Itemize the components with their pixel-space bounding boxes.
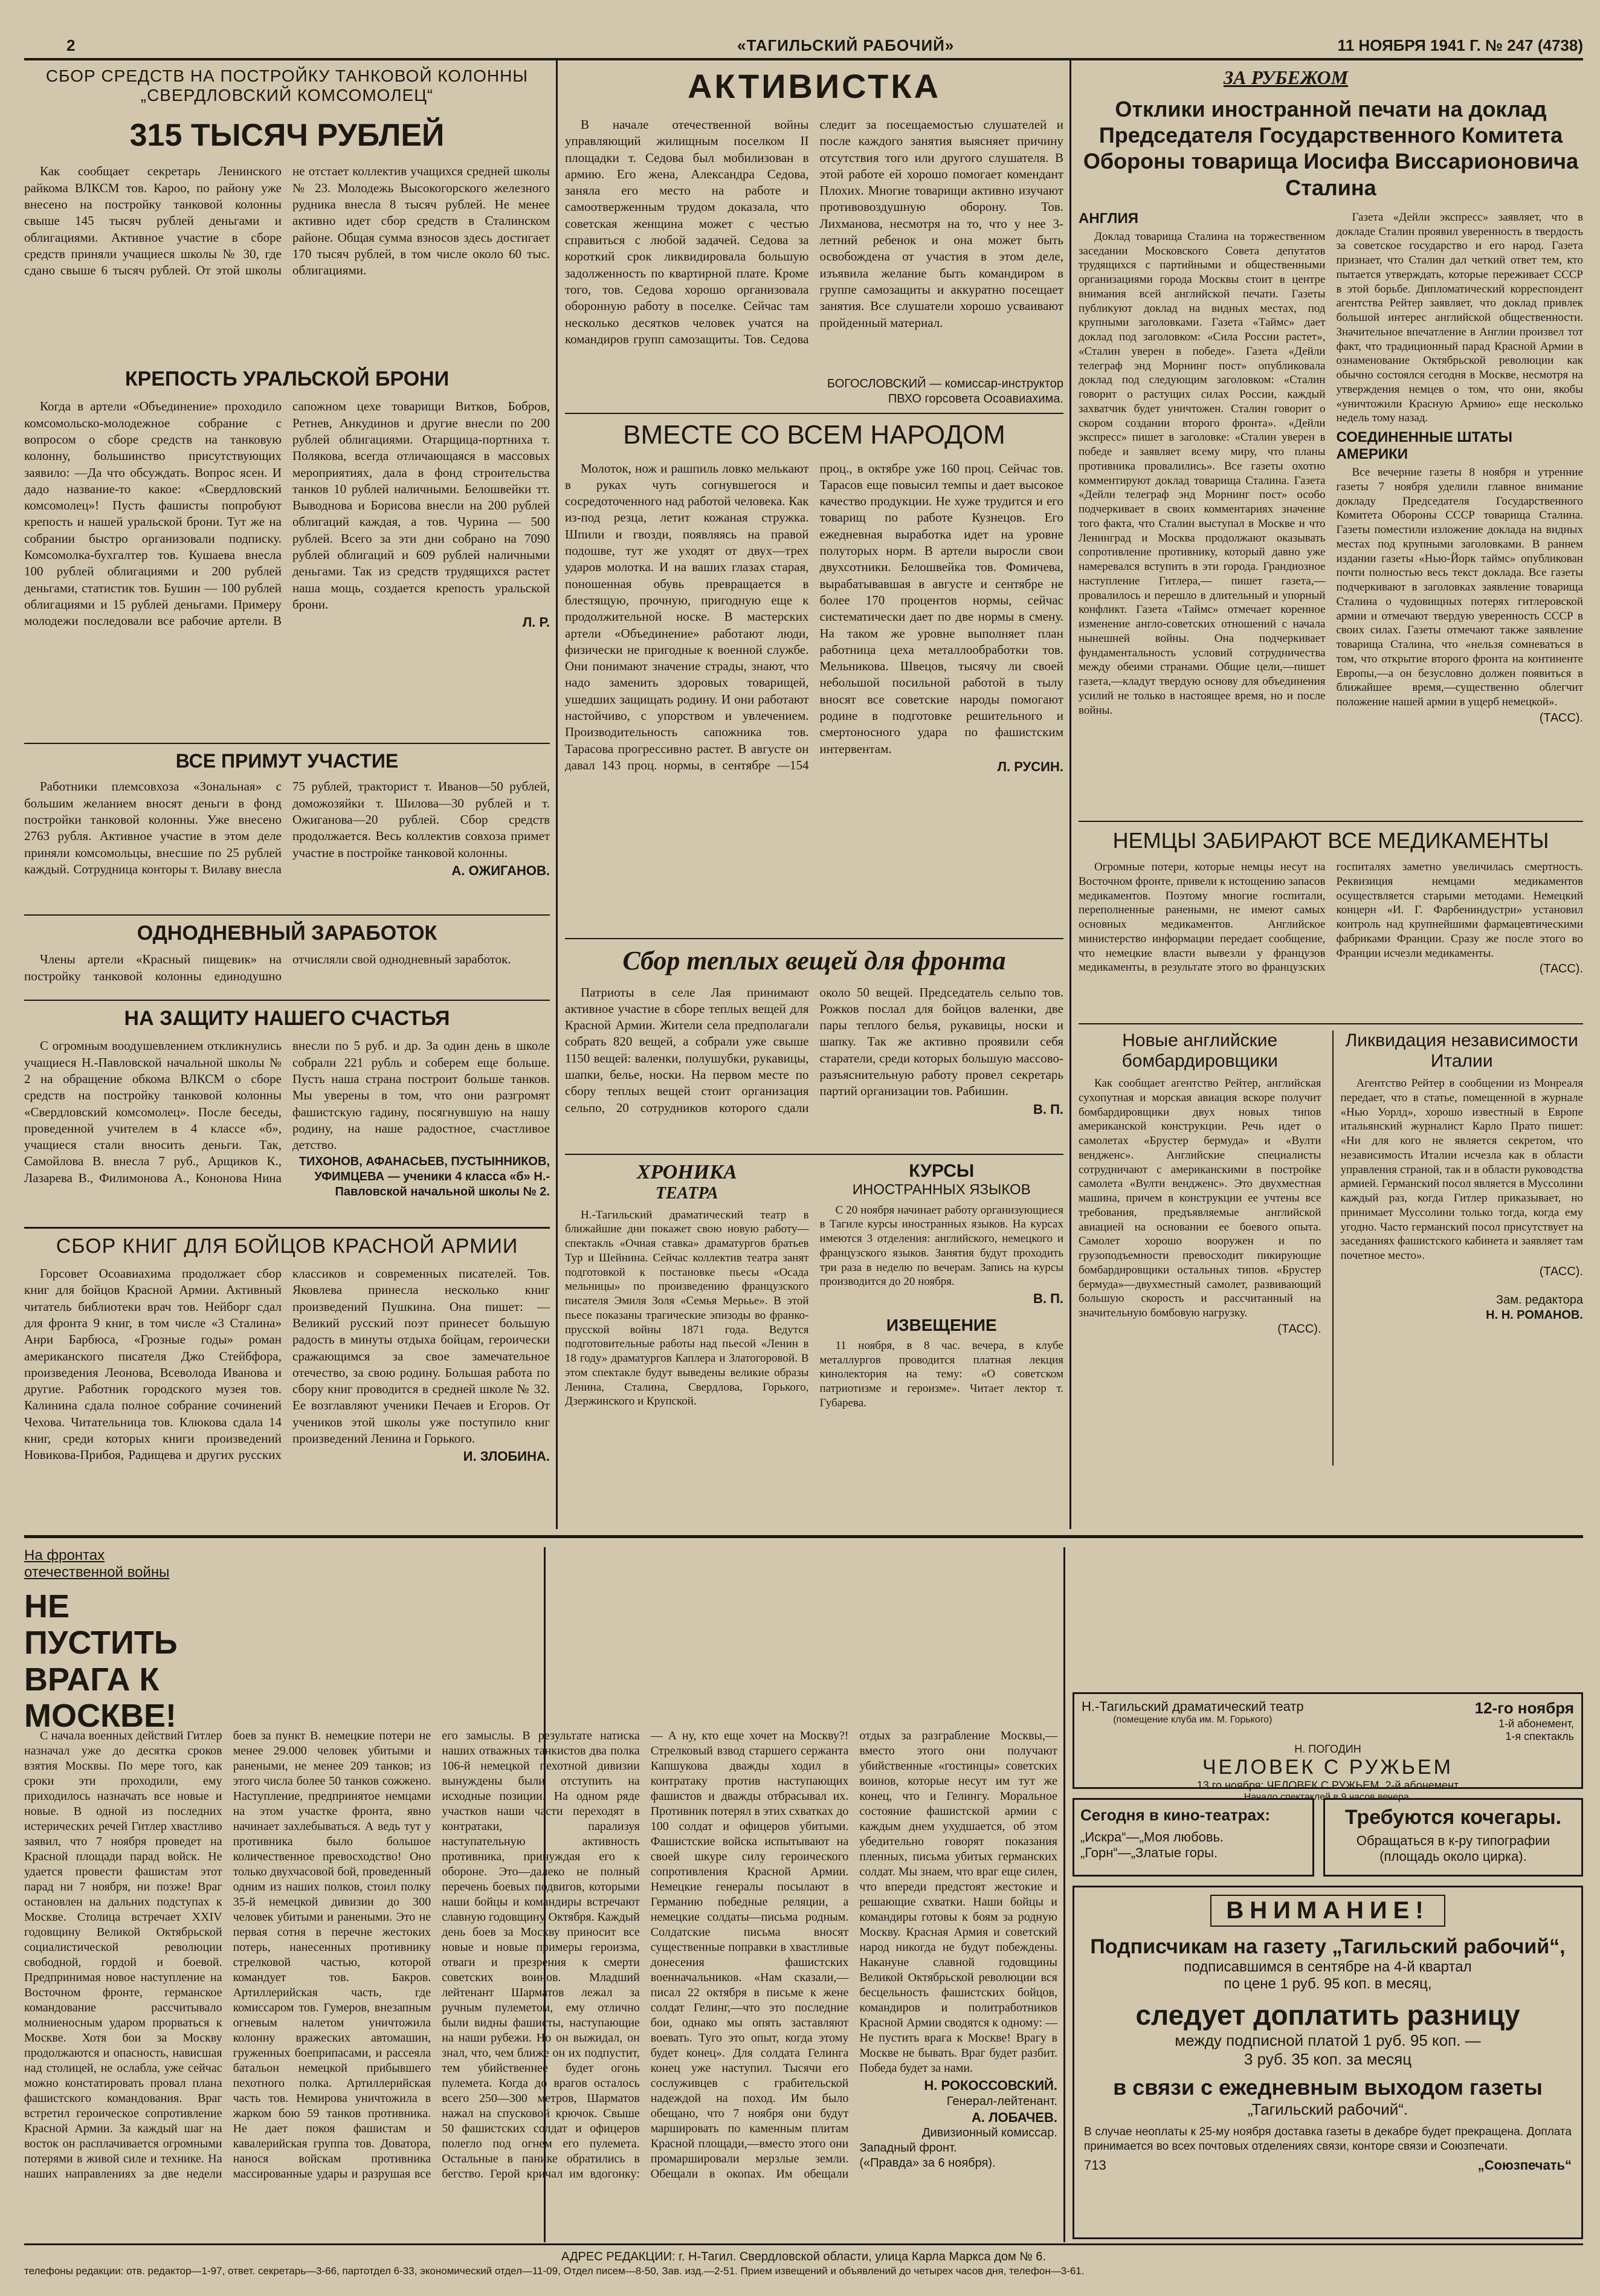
article-body-bombers: [1079, 1076, 1321, 1337]
article-title-schastie: НА ЗАЩИТУ НАШЕГО СЧАСТЬЯ: [124, 1007, 450, 1030]
stokers-line1: Обращаться в к-ру типографии: [1356, 1833, 1550, 1848]
notice-line8: „Тагильский рабочий“.: [1247, 2100, 1408, 2118]
footer-imprint: [24, 2243, 1583, 2280]
article-body-schastie: [24, 1038, 550, 1237]
subscription-notice: [1073, 1886, 1583, 2239]
signature-role: Дивизионный комиссар.: [921, 2126, 1057, 2139]
article-text: Все вечерние газеты 8 ноября и утренние газеты 7 ноября уделили главное внимание докладу Председателя Государственного Комитета Обороны СССР товарища Сталина. Газеты поместили изложение доклада на видных местах под крупными заголовками. В раннем издании газеты «Нью-Йорк таймс» опубликован почти полностью весь текст доклада. Все газеты подчеркивают в заголовках заявление товарища Сталина о чудовищных потерях гитлеровской армии и отмечают твердую уверенность СССР в своих силах. Газеты отмечают также заявление товарища Сталина, что «нельзя сомневаться в том, что открытие второго фронта на континенте Европы,—а он безусловно должен появиться в ближайшее время,—существенно облегчит положение нашей армии в ущерб немецкой».: [1336, 466, 1583, 708]
theatre-ad: [1073, 1692, 1583, 1802]
article-signature: (ТАСС).: [1539, 1264, 1583, 1278]
footer-phones: телефоны редакции: отв. редактор—1-97, ответ. секретарь—3-66, партотдел 6-33, экономический отдел—11-09, Отдел писем—8-50, Зав. изд.—2-51. Прием извещений и объявлений до четырех часов дня, телефон—3-61.: [24, 2265, 1085, 2277]
article-title-medicine: НЕМЦЫ ЗАБИРАЮТ ВСЕ МЕДИКАМЕНТЫ: [1112, 827, 1549, 853]
column-rule: [1063, 1547, 1065, 2242]
article-signature: В. П.: [1033, 1101, 1063, 1117]
article-text: Н.-Тагильский драматический театр в ближайшие дни покажет свою новую работу—спектакль «Очная ставка» драматургов братьев Тур и Шейнина. Сейчас коллектив театра занят подготовкой к постановке пьесы «Осада мельницы» по произведению французского писателя Эмиля Золя «Семья Мерьье». В этой пьесе показаны трагические эпизоды во франко-прусской войны 1871 года. Ведутся подготовительные работы над пьесой «Ленин в 18 году» драматургов Каплера и Златогоровой. В этом спектакле будут выведены великие образы Ленина, Сталина, Свердлова, Горького, Дзержинского и Крупской.: [565, 1208, 809, 1408]
notice-line1: Подписчикам на газету „Тагильский рабочий“,: [1090, 1935, 1566, 1958]
article-body-front: [24, 1728, 1057, 2236]
article-text: 11 ноября, в 8 час. вечера, в клубе металлургов проводится платная лекция кинолектория на тему: «О советском патриотизме и героизме». Читает лектор т. Губарева.: [819, 1339, 1063, 1409]
theatre-date: 12-го ноября: [1474, 1699, 1574, 1717]
footer-address: АДРЕС РЕДАКЦИИ: г. Н-Тагил. Свердловской области, улица Карла Маркса дом № 6.: [561, 2250, 1046, 2263]
article-divider: [565, 1154, 1063, 1155]
press-england-cont: [1337, 210, 1584, 425]
article-signature: (ТАСС).: [1539, 711, 1583, 725]
signature-role: Генерал-лейтенант.: [946, 2094, 1057, 2108]
cinema-line1: „Искра“—„Моя любовь.: [1080, 1829, 1224, 1845]
stokers-title: Требуются кочегары.: [1344, 1806, 1562, 1829]
article-title-bombers: Новые английские бомбардировщики: [1121, 1030, 1278, 1072]
article-signature: (ТАСС).: [1277, 1322, 1321, 1336]
subhead-england: АНГЛИЯ: [1079, 210, 1139, 227]
bottom-right-row: [1079, 1030, 1583, 1466]
chronicle-subtitle: ТЕАТРА: [655, 1183, 718, 1203]
theatre-line4: Начало спектаклей в 9 часов вечера.: [1244, 1792, 1412, 1802]
article-body-odnodn: [24, 951, 550, 994]
article-signature: Л. РУСИН.: [997, 758, 1063, 774]
source-pravda: («Правда» за 6 ноября).: [859, 2156, 996, 2170]
rubric-war: отечественной войны: [24, 1564, 170, 1580]
article-divider: [565, 413, 1063, 414]
notice-signature: „Союзпечать“: [1477, 2157, 1572, 2173]
cinema-line2: „Горн“—„Златые горы.: [1080, 1845, 1218, 1860]
theatre-sub1: 1-й абонемент,: [1498, 1718, 1574, 1730]
notice-line6: 3 руб. 35 коп. за месяц: [1244, 2050, 1412, 2068]
article-text: В начале отечественной войны управляющий жилищным поселком II площадки т. Седова был мобилизован в армию. Его жена, Александра Седова, заняла его место на работе и самоотверженным трудом доказала, что советская женщина может с честью справиться с любой задачей. Седова за короткий срок ликвидировала большую задолженность по квартирной плате. Кроме того, тов. Седова хорошо организовала оборонную работу в поселке. Сейчас там несколько десятков человек учатся на командиров групп самозащиты. Тов. Седова следит за посещаемостью слушателей и после каждого занятия выясняет причину отсутствия того или другого слушателя. В этой работе ей хорошо помогает комендант Плохих. Многие товарищи активно изучают противовоздушную оборону. Тов. Лихманова, несмотря на то, что у нее 3-летний ребенок и она может быть освобождена от участия в этом деле, изъявила желание быть командиром в группе самозащиты и аккуратно посещает занятия. Все слушатели хорошо усваивают пройденный материал.: [565, 117, 1063, 346]
kicker-tank-column: СБОР СРЕДСТВ НА ПОСТРОЙКУ ТАНКОВОЙ КОЛОННЫ „СВЕРДЛОВСКИЙ КОМСОМОЛЕЦ“: [45, 66, 529, 105]
page-number: 2: [66, 36, 76, 54]
article-body-krepost: [24, 398, 550, 737]
theatre-play: ЧЕЛОВЕК С РУЖЬЕМ: [1202, 1756, 1453, 1779]
article-italy: [1332, 1030, 1584, 1466]
masthead-strip: [24, 30, 1583, 60]
article-divider: [24, 1000, 550, 1001]
editor-name: Н. Н. РОМАНОВ.: [1486, 1308, 1583, 1322]
press-england: [1079, 210, 1326, 815]
column-rule: [1069, 60, 1071, 1529]
column-right: [1079, 66, 1583, 1535]
article-body-315: [24, 163, 550, 357]
article-divider: [1079, 821, 1583, 822]
article-body-aktivistka: [565, 117, 1063, 377]
article-body-italy: [1341, 1076, 1584, 1279]
article-title-315: 315 ТЫСЯЧ РУБЛЕЙ: [129, 118, 445, 154]
press-usa-body: [1337, 465, 1584, 726]
press-columns: [1079, 210, 1583, 815]
front-header: [24, 1547, 218, 1735]
article-title-front: НЕ ПУСТИТЬ ВРАГА К МОСКВЕ!: [24, 1588, 178, 1735]
article-title-italy: Ликвидация независимости Италии: [1345, 1030, 1578, 1072]
signature-lobachev: А. ЛОБАЧЕВ.: [971, 2109, 1057, 2125]
newspaper-name: «ТАГИЛЬСКИЙ РАБОЧИЙ»: [737, 36, 955, 54]
article-books: [24, 1227, 550, 1529]
subhead-usa: СОЕДИНЕННЫЕ ШТАТЫ АМЕРИКИ: [1336, 429, 1512, 462]
chronicle-theatre: [565, 1161, 809, 1499]
article-body-vmeste: [565, 461, 1063, 932]
notice-body: [820, 1339, 1064, 1411]
notice-title: ИЗВЕЩЕНИЕ: [886, 1315, 997, 1334]
article-title-vmeste: ВМЕСТЕ СО ВСЕМ НАРОДОМ: [623, 420, 1005, 450]
article-divider: [24, 914, 550, 916]
article-text: Горсовет Осоавиахима продолжает сбор книг для бойцов Красной Армии. Активный читатель библиотеки врач тов. Нейборг сдал для фронта 9 книг, в том числе «3 Сталина» Анри Барбюса, «Грозные годы» роман американского писателя Джо Стейбфора, произведения Леонова, Всеволода Иванова и другие. Работник городского музея тов. Калинина сдала полное собрание сочинений Чехова. Читательница тов. Клюкова сдала 14 книг, среди которых книги произведений Новикова-Прибоя, Радищева и других русских классиков и современных писателей. Тов. Яковлева принесла несколько книг произведений Пушкина. Она пишет: — Великий русский поэт принесет большую радость в минуты отдыха бойцам, героически сражающимся за свое замечательное отечество, за свою родину. Большая работа по сбору книг проводится в средней школе № 32. Ее возглавляют ученики Печаев и Егоров. От учеников этой школы уже поступило книг произведений Ленина и Горького.: [24, 1266, 550, 1463]
chronicle-title: ХРОНИКА: [636, 1160, 737, 1183]
cinema-title: Сегодня в кино-театрах:: [1080, 1806, 1271, 1824]
cinema-ad: [1073, 1798, 1314, 1877]
article-bombers: [1079, 1030, 1321, 1466]
press-usa: [1337, 210, 1584, 815]
article-text: Доклад товарища Сталина на торжественном заседании Московского Совета депутатов трудящихся с партийными и общественными организациями города Москвы стоит в центре внимания всей английской печати. Газеты публикуют доклад на видных местах, под крупными заголовками. Газета «Таймс» дает доклад под заголовком: «Сила России растет», «Сталин уверен в победе». Газета «Дейли телеграф энд Морнинг пост» опубликовала доклад под следующим заголовком: «Сталин говорит о растущих силах России, каждый захватчик будет уничтожен. Сталин говорит о скором создании второго фронта». «Дейли экспресс» пишет в заголовке: «Сталин уверен в победе и заявляет всему миру, что планы противника провалились». Все газеты охотно комментируют доклад товарища Сталина. Газета «Дейли телеграф энд Морнинг пост» особо подчеркивает в своих комментариях значение того факта, что Сталин выступал в Москве и что Ленинград и Москва продолжают оказывать сопротивление противнику, который давно уже намеревался вступить в эти города. Грандиозное наступление Гитлера,— пишет газета,—провалилось и перешло в длительный и упорный конфликт. Газета «Таймс» отмечает коренное изменение англо-советских отношений с начала нынешней войны. Она подчеркивает фундаментальность условий сотрудничества между обеими странами. Общие цели,—пишет газета,—кладут твердую основу для объединения усилий не только в настоящее время, но и после войны.: [1079, 230, 1326, 717]
article-title-krepost: КРЕПОСТЬ УРАЛЬСКОЙ БРОНИ: [124, 367, 450, 391]
article-text: Огромные потери, которые немцы несут на Восточном фронте, привели к истощению запасов медикаментов. Поэтому многие госпитали, переполненные ранеными, не имеют самых основных медикаментов. Английское министерство информации передает сообщение, что немецкие власти вывезли у французов медикаменты, в результате этого во французских госпиталях заметно увеличилась смертность. Реквизиция немцами медикаментов осуществляется старыми методами. Немецкий концерн «И. Г. Фарбениндустри» установил контроль над крупнейшими фармацевтическими фабриками Франции. Сразу же после этого во Франции исчезли медикаменты.: [1079, 861, 1583, 974]
rubric-fronts: На фронтах: [24, 1547, 105, 1564]
article-signature: В. П.: [1033, 1291, 1063, 1307]
theatre-venue: (помещение клуба им. М. Горького): [1113, 1715, 1273, 1725]
article-text: С огромным воодушевлением откликнулись учащиеся Н.-Павловской начальной школы № 2 на обращение обкома ВЛКСМ о сборе средств на постройку танковой колонны «Свердловский комсомолец». После беседы, проведенной учителем в 4 классе «б», учащиеся стали вносить деньги. Так, Самойлова В. внесла 7 руб., Арщиков К., Лазарева В., Филимонова А., Кононова Нина внесли по 5 руб. и др. За один день в школе собрали 221 рубль и соберем еще больше. Пусть наша страна построит больше танков. Мы уверены в том, что они разгромят фашистскую гадину, посягнувшую на нашу родину, на наше радостное, счастливое детство.: [24, 1038, 550, 1185]
courses-title: КУРСЫ: [909, 1160, 975, 1181]
theatre-line3: 13 го ноября: ЧЕЛОВЕК С РУЖЬЕМ. 2-й абонемент: [1196, 1779, 1459, 1791]
notice-line5: между подписной платой 1 руб. 95 коп. —: [1175, 2031, 1481, 2049]
article-text: Как сообщает агентство Рейтер, английская сухопутная и морская авиация вскоре получит бомбардировщики двух новых типов американской конструкции. Речь идет о самолетах «Брустер бермуда» и «Вулти вендженс». Английские специалисты сотрудничают с американскими в постройке самолета «Вулти вендженс». Это двухместная машина, причем в конструкции ее учтены все требования, предъявляемые английской авиацией на основании ее боевого опыта. Самолет хорошо вооружен и по грузоподъемности превосходит пикирующие бомбардировщики остальных типов. «Брустер бермуда»—двухместный самолет, развивающий большую скорость и рассчитанный на значительную бомбовую нагрузку.: [1079, 1077, 1321, 1320]
section-rule: [24, 1535, 1583, 1538]
stokers-ad: [1323, 1798, 1583, 1877]
signature-rokossovsky: Н. РОКОССОВСКИЙ.: [924, 2078, 1057, 2093]
article-text: Молоток, нож и рашпиль ловко мелькают в руках чуть согнувшегося и сосредоточенного над работой человека. Как из-под резца, летит кожаная стружка. Шпили и гвозди, появляясь на правой подошве, тут же уходят от двух—трех ударов молотка. И на ваших глазах старая, поношенная обувь превращается в блестящую, прочную, пригодную еще к продолжительной носке. В мастерских артели «Объединение» работают люди, физически не пригодные к военной службе. Они понимают значение страды, знают, что надо заменить здоровых товарищей, ушедших защищать родину. И они работают настойчиво, с упорством и увлечением. Производительность сапожника тов. Тарасова прогрессивно растет. В августе он давал 143 проц. нормы, в сентябре —154 проц., в октябре уже 160 проц. Сейчас тов. Тарасов еще повысил темпы и дает высокое качество продукции. Не хуже трудится и его товарищ по работе Кузнецов. Его ежедневная выработка идет на уровне полуторых норм. В артели выросли свои двухсотники. Белошвейка тов. Фомичева, вырабатывавшая в августе и сентябре не более 170 процентов нормы, сейчас систематически дает по две нормы в смену. На таком же уровне выполняет план работница цеха металлообработки тов. Мельникова. Швецов, тысячу ли своей небольшой посильной работой в тылу вносят все советские народы помогают родине в подготовке решительного и смертоносного удара по фашистским интервентам.: [565, 461, 1063, 772]
notice-line3: по цене 1 руб. 95 коп. в месяц,: [1224, 1976, 1432, 1992]
article-title-vse: ВСЕ ПРИМУТ УЧАСТИЕ: [175, 750, 399, 772]
article-title-aktivistka: АКТИВИСТКА: [687, 67, 941, 105]
article-divider: [1079, 1023, 1583, 1024]
article-signature: Л. Р.: [522, 615, 550, 630]
article-signature: ТИХОНОВ, АФАНАСЬЕВ, ПУСТЫННИКОВ, УФИМЦЕВА — ученики 4 класса «б» Н.-Павловской начальной школы № 2.: [298, 1155, 550, 1199]
article-body-books: [24, 1266, 550, 1519]
courses-subtitle: ИНОСТРАННЫХ ЯЗЫКОВ: [852, 1182, 1031, 1198]
article-text: Газета «Дейли экспресс» заявляет, что в докладе Сталин проявил уверенность в твердость за советское государство и его народ. Газета признает, что Сталин дал четкий ответ тем, кто пытается утверждать, которые переживает СССР в этой борьбе. Дипломатический корреспондент агентства Рейтер заявляет, что доклад привлек большой интерес английской общественности. Значительное впечатление в Англии произвел тот факт, что традиционный парад Красной Армии в ознаменование Октябрьской революции как обычно состоялся сегодня в Москве, несмотря на утверждения немцев о том, что они, якобы «уничтожили Красную Армию» еще несколько недель тому назад.: [1336, 210, 1583, 425]
article-text: Члены артели «Красный пищевик» на постройку танковой колонны единодушно отчисляли свой однодневный заработок.: [24, 952, 511, 983]
notice-line2: подписавшимся в сентябре на 4-й квартал: [1184, 1959, 1472, 1975]
article-body-vse: [24, 778, 550, 908]
article-divider: [24, 743, 550, 744]
chronicle-row: [565, 1161, 1063, 1499]
article-signature: БОГОСЛОВСКИЙ — комиссар-инструктор ПВХО горсовета Осоавиахима.: [827, 377, 1063, 406]
column-rule: [556, 60, 558, 1529]
stokers-line2: (площадь около цирка).: [1379, 1849, 1527, 1864]
article-text: С 20 ноября начинает работу организующиеся в Тагиле курсы иностранных языков. На курсах имеются 3 отделения: английского, немецкого и французского языков. Занятия будут проходить три раза в неделю по вечерам. Запись на курсы производится до 20 ноября.: [819, 1203, 1063, 1289]
notice-attention: ВНИМАНИЕ!: [1210, 1895, 1445, 1927]
article-title-odnodn: ОДНОДНЕВНЫЙ ЗАРАБОТОК: [137, 922, 437, 945]
article-body-medicine: [1079, 860, 1583, 1017]
notice-line7: в связи с ежедневным выходом газеты: [1113, 2075, 1543, 2100]
notice-number: 713: [1084, 2157, 1106, 2173]
column-middle: [565, 66, 1063, 1535]
chronicle-body: [565, 1208, 809, 1409]
article-signature: И. ЗЛОБИНА.: [463, 1449, 550, 1464]
article-divider: [565, 938, 1063, 939]
notice-line9: В случае неоплаты к 25-му ноября доставка газеты в декабре будет прекращена. Доплата принимается во всех почтовых отделениях связи, конторе связи и Союзпечати.: [1084, 2126, 1572, 2153]
theatre-name: Н.-Тагильский драматический театр: [1082, 1699, 1304, 1714]
courses-body: [820, 1203, 1064, 1307]
article-text: С начала военных действий Гитлер назначал уже до десятка сроков взятия Москвы. По мере того, как сроки эти проходили, ему приходилось назначать все новые и новые. В одной из последних истерических речей Гитлер хвастливо заявил, что 7 ноября проведет на Красной площади парад войск. Не удается провести фашистам этот парад ни 7 ноября, ни позже! Враг остановлен на дальних подступах к Москве. Столица встречает XXIV годовщину Великой Октябрьской социалистической революции свободной, гордой и боевой. Предпринимая новое наступление на Восточном фронте, германское командование рассчитывало молниеносным ударом прорваться к Москве. Хотя бои за Москву продолжаются и опасность, нависшая над столицей, не ослабла, уже сейчас можно констатировать провал плана фашистского командования. Враг встретил героическое сопротивление Красной Армии. За каждый шаг на восток он расплачивается огромными потерями в живой силе и технике. На наших направлениях за две недели боев за пункт В. немецкие потери не менее 29.000 человек убитыми и ранеными, не менее 209 танков; из этого числа более 50 танков сожжено. Наступление, предпринятое немцами на этом участке фронта, явно начинает захлебываться. А ведь тут у противника было большое количественное превосходство! Оно только двухчасовой бой, проведенный одним из наших полков, стоил полку 35-й немецкой дивизии до 300 человек убитыми и ранеными. Это не первая сотня в перечне жестоких потерь, нанесенных противнику стрелковой частью, которой командует тов. Бакров. Артиллерийская часть, где комиссаром тов. Гумеров, внезапным огневым налетом уничтожила колонну вражеских автомашин, груженных боеприпасами, и рассеяла батальон немецкой прибывшего пехотного полка. Артиллерийская часть тов. Немирова уничтожила в жарком бою 59 танков противника. Не дает покоя фашистам и кавалерийская группа тов. Доватора, нанося войскам противника массированные удары и разрушая все его замыслы. В результате натиска наших отважных танкистов два полка 106-й немецкой пехотной дивизии вынуждены были отступить на исходные позиции. На одном ряде участков наши части переходят в контратаки, парализуя наступательную активность противника, принуждая его к обороне. Это—далеко не полный перечень боевых подвигов, которыми наши бойцы и командиры встречают славную годовщину Октября. Каждый день боев за Москву приносит все новые и новые примеры героизма, отваги и презрения к смерти советских воинов. Младший лейтенант Шарматов лежал за ручным пулеметом, ему отлично были видны фашисты, наступающие на наши рубежи. Но он выжидал, он знал, что, чем ближе он их подпустит, тем убийственнее будет огонь пулемета. Когда до врагов осталось всего 250—300 метров, Шарматов нажал на спусковой крючок. Свыше 50 фашистских солдат и офицеров полегло под огнем его пулемета. Остальные в панике обратились в бегство. Герой кричал им вдогонку: — А ну, кто еще хочет на Москву?! Стрелковый взвод старшего сержанта Капшукова дважды ходил в контратаку против наступающих фашистов и дважды отбрасывал их. Противник потерял в этих схватках до 100 солдат и офицеров убитыми. Фашистские войска испытывают на своей шкуре силу героического сопротивления Красной Армии. Немецкие генералы посылают в Германию победные реляции, а немецкие солдаты—письма родным. Солдатские письма вносят существенные поправки в хвастливые донесения фашистских военначальников. «Нам сказали,— писал 22 октября в письме к жене солдат Гелинг,—что это последние бои, однако мы опять заставляют воевать. Туго это опыт, когда этому будет конец». Для солдата Гелинга конец уже наступил. Тысячи его сослуживцев с грабительской надеждой на поход. Им было обещано, что 7 ноября они будут маршировать по каменным плитам Красной площади,—вместо этого они промаршировали мерзлые земли. Обещали в окопах. Им обещали отдых за разграбление Москвы,—вместо этого они получают убийственные «гостинцы» советских воинов, которые несут им тут же конец, что и Гелингу. Моральное состояние фашистской армии с каждым днем ухудшается, об этом убедительно говорят показания пленных, письма убитых германских солдат. Мы знаем, что враг еще силен, что впереди предстоят жестокие и решающие схватки. Наши бойцы и командиры готовы к боям за родную Москву. Красная Армия и советский народ никогда не будут побеждены. Накануне славной годовщины Великой Октябрьской революции вся бесцельность фашистских бойцов, командиров и политработников Красной Армии сводятся к одному: — Не пустить врага к Москве! Врагу в Москве не бывать. Враг будет разбит. Победа будет за нами.: [24, 1729, 1057, 2181]
article-title-teplye: Сбор теплых вещей для фронта: [622, 945, 1006, 975]
press-england-body: [1079, 230, 1326, 718]
source-front: Западный фронт.: [859, 2141, 957, 2155]
article-body-teplye: [565, 985, 1063, 1148]
article-title-press: Отклики иностранной печати на доклад Председателя Государственного Комитета Обороны товарища Иосифа Виссарионовича Сталина: [1083, 97, 1579, 200]
article-text: Как сообщает секретарь Ленинского райкома ВЛКСМ тов. Кароо, по району уже внесено на постройку танковой колонны свыше 145 тысяч рублей деньгами и облигациями. Активное участие в сборе средств приняли учащиеся школы № 30, где сдано свыше 6 тысяч рублей. От этой школы не отстает коллектив учащихся средней школы № 23. Молодежь Высокогорского железного рудника внесла 8 тысяч рублей. Не менее активно идет сбор средств в Сталинском районе. Общая сумма взносов здесь достигает 170 тысяч рублей, в том числе около 60 тыс. облигациями.: [24, 164, 550, 278]
editor-label: Зам. редактора: [1496, 1293, 1583, 1307]
article-text: Патриоты в селе Лая принимают активное участие в сборе теплых вещей для Красной Армии. Жители села предполагали собрать 820 вещей, а собрали уже свыше 1150 вещей: валенки, полушубки, рукавицы, шапки, белье, носки. На первом месте по сбору теплых вещей стоит организация сельпо, 20 сотрудников которого сдали около 50 вещей. Председатель сельпо тов. Рожков послал для бойцов валенки, две пары теплого белья, рукавицы, носки и шапку. Так же активно проявили себя старатели, среди которых большую массово-разъяснительную работу провел секретарь партий организации тов. Рабишин.: [565, 985, 1063, 1115]
article-text: Когда в артели «Объединение» проходило комсомольско-молодежное собрание с вопросом о сборе средств на танковую колонну, большинство присутствующих заявило: —Да что обсуждать. Вопрос ясен. И дадо название-то какое: «Свердловский комсомолец»! Пусть фашисты попробуют крепость и нашей уральской брони. Тут же на собрании быстро организовали подписку. Комсомолка-бухгалтер тов. Кушаева внесла 100 рублей облигациями и 200 рублей деньгами, статистик тов. Бушин — 100 рублей облигациями и 15 рублей деньгами. Примеру молодежи последовали все рабочие артели. В сапожном цехе товарищи Витков, Бобров, Ретнев, Анкудинов и другие внесли по 200 рублей облигациями. Отарщица-портниха т. Полякова, всегда отличающаяся в массовых мероприятиях, дала в фонд строительства танков 10 рублей наличными. Белошвейки тт. Выводнова и Борисова внесли на 200 рублей облигаций каждая, а тов. Чурина — 500 рублей. Всего за эти дни собрано на 7090 рублей облигаций и 609 рублей наличными деньгами. Так из средств трудящихся растет наша мощь, создается крепость уральской брони.: [24, 399, 550, 629]
article-signature: (ТАСС).: [1539, 962, 1583, 976]
rubric-abroad: ЗА РУБЕЖОМ: [1224, 66, 1349, 88]
issue-date: 11 НОЯБРЯ 1941 Г. № 247 (4738): [1337, 36, 1583, 54]
courses-block: [820, 1161, 1064, 1499]
article-text: Агентство Рейтер в сообщении из Монреаля передает, что в статье, помещенной в журнале «Нью Уорлд», хорошо известный в Европе итальянский журналист Карло Прато пишет: «Ни для кого не является секретом, что независимость Италии исчезла как в области управления страной, так и в области руководства армией. Германский посол является в Муссолини каждый раз, когда Гитлер приказывает, но принимает Муссолини только тогда, когда ему угодно. Часто германский посол присутствует на заседаниях фашистского кабинета и заявляет там почетное место».: [1340, 1077, 1583, 1263]
article-signature: А. ОЖИГАНОВ.: [451, 862, 550, 878]
article-text: Работники племсовхоза «Зональная» с большим желанием вносят деньги в фонд постройки танковой колонны. Уже внесено 2763 рубля. Активное участие в этом деле приняли комсомольцы, внесшие по 25 рублей каждый. Сотрудница конторы т. Вилаву внесла 75 рублей, тракторист т. Иванов—50 рублей, доможозяйки т. Шилова—30 рублей и т. Ожиганова—20 рублей. Сбор средств продолжается. Весь коллектив совхоза примет участие в постройке танковой колонны.: [24, 779, 550, 876]
theatre-sub2: 1-я спектакль: [1505, 1730, 1574, 1742]
article-front: [24, 1547, 1057, 2242]
theatre-author: Н. ПОГОДИН: [1294, 1743, 1361, 1755]
notice-line4: следует доплатить разницу: [1135, 1999, 1520, 2031]
article-title-books: СБОР КНИГ ДЛЯ БОЙЦОВ КРАСНОЙ АРМИИ: [56, 1235, 518, 1258]
